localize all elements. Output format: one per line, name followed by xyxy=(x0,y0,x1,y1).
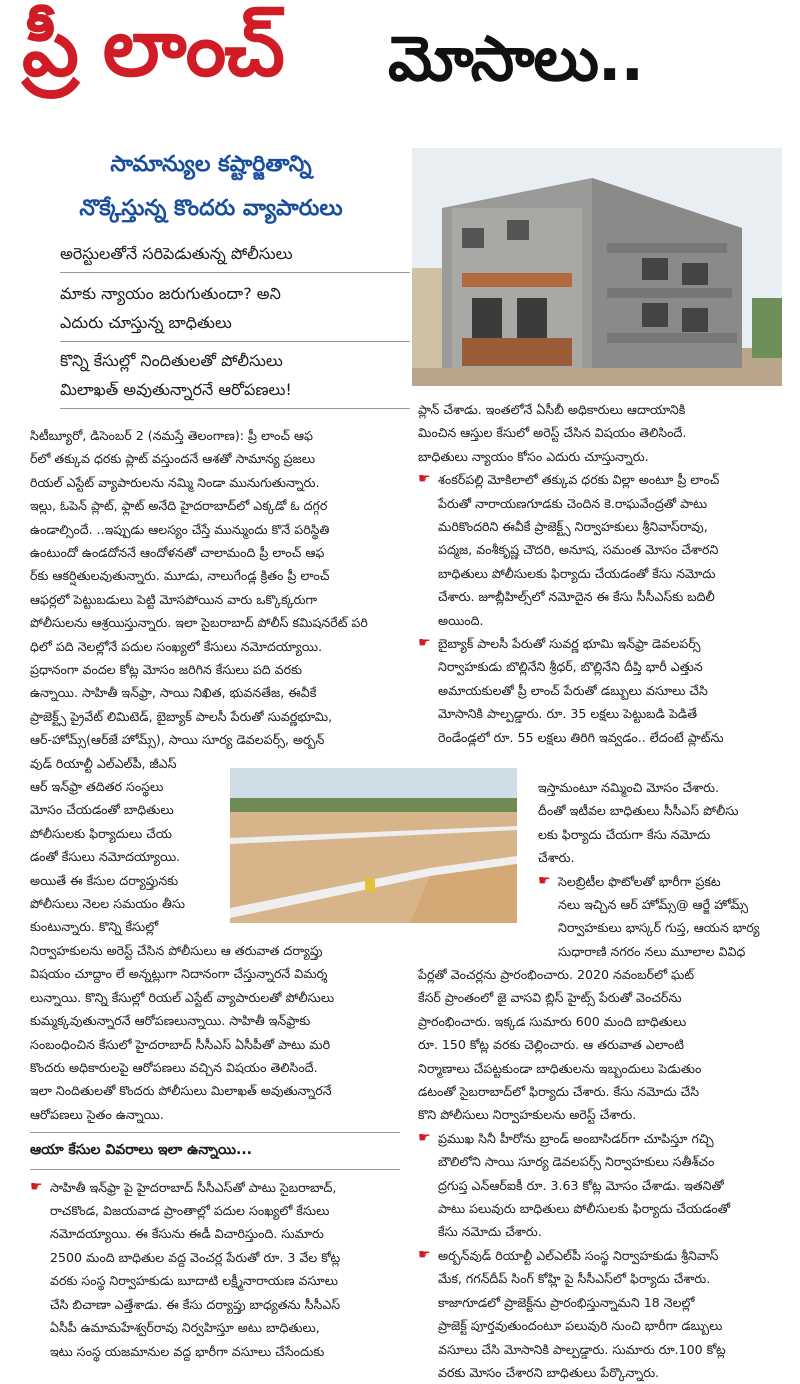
left-column-intro xyxy=(30,424,400,775)
body-line: రెండేండ్లలో రూ. 55 లక్షలు తిరిగి ఇవ్వడం.. లేదంటే ప్లాట్‌ను xyxy=(438,729,724,745)
body-line: వరకు సంస్థ నిర్వాహకుడు బూదాటి లక్ష్మీనారాయణ వసూలు xyxy=(50,1273,338,1289)
plot-land-photo xyxy=(230,768,517,923)
body-line: ప్లాన్ చేశాడు. ఇంతలోనే ఏసీబీ అధికారులు ఆదాయానికి xyxy=(418,402,686,417)
body-line: పోలీసులు నెలల సమయం తీసు xyxy=(30,896,186,912)
body-line: అయింది. xyxy=(438,612,484,628)
case-item-evk xyxy=(418,468,780,632)
body-line: పద్మజ, వంశీకృష్ణ చౌదరి, అనూష, సమంత మోసం చేశారని xyxy=(438,542,719,558)
body-line: కేసర్ ప్రాంతంలో జై వాసవి బ్లిస్ హైట్స్ పేరుతో వెంచర్‌ను xyxy=(418,990,682,1006)
body-line: ☛ అర్బన్‌వుడ్ రియాల్టీ ఎల్‌ఎల్‌పీ సంస్థ నిర్వాహకుడు శ్రీనివాస్ xyxy=(438,1247,719,1263)
body-line: ప్రారంభించారు. ఇక్కడ సుమారు 600 మంది బాధితులు xyxy=(418,1013,687,1029)
body-line: ☛ ప్రముఖ సినీ హీరోను బ్రాండ్ అంబాసిడర్‌గా చూపిస్తూ గచ్చి xyxy=(438,1130,714,1146)
body-line: డటంతో సైబరాబాద్‌లో ఫిర్యాదు చేశారు. కేసు నమోదు చేసి xyxy=(418,1084,700,1100)
body-line: ఆర్ ఇన్‌ఫ్రా తదితర సంస్థలు xyxy=(30,779,164,794)
kicker-1: అరెస్టులతోనే సరిపెడుతున్న పోలీసులు xyxy=(60,244,293,263)
body-line: ఉన్నాయి. సాహితీ ఇన్‌ఫ్రా, సాయి నిఖిత, భువనతేజ, ఈవీకే xyxy=(30,685,317,701)
body-line: మించిన ఆస్తుల కేసులో అరెస్ట్ చేసిన విషయం తెలిసిందే. xyxy=(418,425,687,441)
body-line: ఏసీపీ ఉమామహేశ్వర్‌రావు నిర్వహిస్తూ అటు బాధితులు, xyxy=(50,1320,320,1336)
body-line: రాచకొండ, విజయవాడ ప్రాంతాల్లో పదుల సంఖ్యలో కేసులు xyxy=(50,1203,330,1219)
body-line: లకు ఫిర్యాదు చేయగా కేసు నమోదు xyxy=(538,826,711,842)
section-divider xyxy=(30,1169,400,1170)
body-line: కాజాగూడలో ప్రాజెక్ట్‌ను ప్రారంభిస్తున్నామని 18 నెలల్లో xyxy=(438,1294,695,1310)
body-line: చేశారు. జూబ్లీహిల్స్‌లో నమోదైన ఈ కేసు సీసీఎస్‌కు బదిలీ xyxy=(438,589,715,605)
body-line: రూ. 150 కోట్ల వరకు చెల్లించారు. ఆ తరువాత ఎలాంటి xyxy=(418,1037,684,1053)
body-line: ఇటు సంస్థ యజమానుల వద్ద భారీగా వసూలు చేసేందుకు xyxy=(50,1343,325,1359)
body-line: పేర్లతో వెంచర్లను ప్రారంభించారు. 2020 నవంబర్‌లో ఘట్ xyxy=(418,967,695,982)
body-line: నిర్వాహకులను అరెస్ట్ చేసిన పోలీసులు ఆ తరువాత దర్యాప్తు xyxy=(30,943,323,958)
kicker-2: మాకు న్యాయం జరుగుతుందా? అని xyxy=(60,284,281,303)
body-line: ఇలా నిందితులతో కొందరు పోలీసులు మిలాఖత్ అవుతున్నారనే xyxy=(30,1083,332,1099)
body-line: ర్‌కు ఆకర్షితులవుతున్నారు. మూడు, నాలుగేండ్ల క్రితం ప్రీ లాంచ్ xyxy=(30,568,330,584)
body-line: ☛ సాహితీ ఇన్‌ఫ్రా పై హైదరాబాద్ సీసీఎస్‌తో పాటు సైబరాబాద్, xyxy=(50,1179,337,1195)
body-line: సంబంధించిన కేసులో హైదరాబాద్ సీసీఎస్ ఏసీపీతో పాటు మరి xyxy=(30,1036,331,1052)
case-item-r-homes xyxy=(538,870,780,964)
body-line: బాధితులు పోలీసులకు ఫిర్యాదు చేయడంతో కేసు నమోదు xyxy=(438,565,716,581)
kicker-divider xyxy=(60,341,410,342)
body-line: కొందరు అధికారులపై ఆరోపణలు వచ్చిన విషయం తెలిసిందే. xyxy=(30,1060,318,1076)
body-line: పేరుతో నారాయణగూడకు చెందిన కె.రాఘవేంద్రతో పాటు xyxy=(438,495,708,511)
body-line: అమాయకులతో ప్రీ లాంచ్ పేరుతో డబ్బులు వసూలు చేసి xyxy=(438,682,708,698)
body-line: నిర్వాహకులు భాస్కర్ గుప్త, ఆయన భార్య xyxy=(558,920,760,936)
body-line: ర్‌లో తక్కువ ధరకు ప్లాట్ వస్తుందనే ఆశతో సామాన్య ప్రజలు xyxy=(30,451,316,467)
body-line: లున్నాయి. కొన్ని కేసుల్లో రియల్ ఎస్టేట్ వ్యాపారులతో పోలీసులు xyxy=(30,989,335,1005)
body-line: ధిలో పది నెలల్లోనే పదుల సంఖ్యలో కేసులు నమోదయ్యాయి. xyxy=(30,638,323,654)
body-line: ఇస్తామంటూ నమ్మించి మోసం చేశారు. xyxy=(538,780,719,795)
body-line: ఆఫర్లలో పెట్టుబడులు పెట్టి మోసపోయిన వారు ఒక్కొక్కరుగా xyxy=(30,591,318,607)
case-item-suvarna-bhoomi xyxy=(418,632,780,749)
subhead-line-1: సామాన్యుల కష్టార్జితాన్ని xyxy=(110,152,312,177)
right-column-narrow xyxy=(538,776,780,963)
body-line: నమోదయ్యాయి. ఈ కేసును ఈడీ విచారిస్తుంది. సుమారు xyxy=(50,1226,324,1242)
body-line: నిర్మాణాలు చేపట్టకుండా బాధితులను ఇబ్బందులు పెడుతుం xyxy=(418,1060,702,1076)
body-line: మోసానికి పాల్పడ్డారు. రూ. 35 లక్షలు పెట్టుబడి పెడితే xyxy=(438,706,698,722)
body-line: దీంతో ఇటీవల బాధితులు సీసీఎస్ పోలీసు xyxy=(538,803,739,819)
body-line: ప్రాజెక్ట్ పూర్తవుతుందంటూ పలువురి నుంచి భారీగా డబ్బులు xyxy=(438,1318,723,1334)
body-line: పోలీసులకు ఫిర్యాదులు చేయ xyxy=(30,825,172,841)
section-divider xyxy=(30,1132,400,1133)
body-line: నలు ఇచ్చిన ఆర్ హోమ్స్@ ఆర్జే హోమ్స్ xyxy=(558,897,749,913)
body-line: ☛ సెలబ్రిటీల ఫొటోలతో భారీగా ప్రకట xyxy=(558,873,721,889)
case-item-sai-surya xyxy=(418,1127,780,1244)
body-line: ☛ బైబ్యాక్ పాలసీ పేరుతో సువర్ణ భూమి ఇన్‌ఫ్రా డెవలపర్స్ xyxy=(438,636,701,652)
body-line: పాటు పలువురు బాధితులు పోలీసులకు ఫిర్యాదు చేయడంతో xyxy=(438,1201,731,1217)
right-column xyxy=(418,398,780,749)
body-line: ఆరోపణలు సైతం ఉన్నాయి. xyxy=(30,1106,164,1122)
body-line: కొని పోలీసులు నిర్వాహకులను అరెస్ట్ చేశారు. xyxy=(418,1107,637,1123)
body-line: డంతో కేసులు నమోదయ్యాయి. xyxy=(30,849,181,865)
subhead-line-2: నొక్కేస్తున్న కొందరు వ్యాపారులు xyxy=(79,196,343,221)
body-line: చేసి బిచాణా ఎత్తేశాడు. ఈ కేసు దర్యాప్తు బాధ్యతను సీసీఎస్ xyxy=(50,1296,341,1312)
body-line: ప్రాజెక్ట్స్ ప్రైవేట్ లిమిటెడ్, బైబ్యాక్ పాలసీ పేరుతో సువర్ణభూమి, xyxy=(30,708,333,724)
body-line: ఆర్-హోమ్స్(ఆర్‌జే హోమ్స్), సాయి సూర్య డెవలపర్స్, అర్బన్ xyxy=(30,732,325,748)
body-line: కేసు నమోదు చేశారు. xyxy=(438,1224,542,1240)
body-line: బాధితులు న్యాయం కోసం ఎదురు చూస్తున్నారు. xyxy=(418,448,649,464)
body-line: కుమ్మక్కవుతున్నారనే ఆరోపణలున్నాయి. సాహితీ ఇన్‌ఫ్రాకు xyxy=(30,1013,311,1029)
body-line: పోలీసులను ఆశ్రయిస్తున్నారు. ఇలా సైబరాబాద్ పోలీస్ కమిషనరేట్ పరి xyxy=(30,615,368,631)
kicker-5: మిలాఖత్ అవుతున్నారనే ఆరోపణలు! xyxy=(60,380,292,399)
kicker-4: కొన్ని కేసుల్లో నిందితులతో పోలీసులు xyxy=(60,351,283,370)
section-heading: ఆయా కేసుల వివరాలు ఇలా ఉన్నాయి... xyxy=(30,1142,252,1159)
body-line: 2500 మంది బాధితుల వద్ద వెంచర్ల పేరుతో రూ. 3 వేల కోట్ల xyxy=(50,1249,341,1265)
body-line: వుడ్ రియాల్టీ ఎల్‌ఎల్‌పీ, జీఎస్ xyxy=(30,755,177,771)
kicker-divider xyxy=(60,272,410,273)
body-line: కుంటున్నారు. కొన్ని కేసుల్లో xyxy=(30,919,159,935)
body-line: వరకు మోసం చేశారని బాధితులు పేర్కొన్నారు. xyxy=(438,1364,660,1380)
body-line: బౌలిలోని సాయి సూర్య డెవలపర్స్ నిర్వాహకులు సతీశ్‌చం xyxy=(438,1154,715,1170)
case-item-urbanwood xyxy=(418,1244,780,1384)
headline-black: మోసాలు.. xyxy=(388,22,644,95)
body-line: విషయం చూద్దాం లే అన్నట్లుగా నిదానంగా చేస్తున్నారనే విమర్శ xyxy=(30,966,328,982)
body-line: మోసం చేయడంతో బాధితులు xyxy=(30,802,174,818)
body-line: అయితే ఈ కేసుల దర్యాప్తునకు xyxy=(30,872,179,888)
body-line: ☛ శంకర్‌పల్లి మోకిలాలో తక్కువ ధరకు విల్లా అంటూ ప్రీ లాంచ్ xyxy=(438,472,720,488)
left-column-continued xyxy=(30,939,400,1363)
body-line: ఉండాల్సిందే. ..ఇప్పుడు ఆలస్యం చేస్తే మున్ముందు కొనే పరిస్థితి xyxy=(30,521,330,537)
right-column-lower xyxy=(418,963,780,1384)
kicker-divider xyxy=(60,408,410,409)
body-line: మరికొందరిని ఈవీకే ప్రాజెక్ట్స్ నిర్వాహకులు శ్రీనివాస్‌రావు, xyxy=(438,519,708,535)
body-line: నిర్వాహకుడు బొల్లినేని శ్రీధర్, బొల్లినేని దీప్తి భారీ ఎత్తున xyxy=(438,659,703,675)
body-line: చేశారు. xyxy=(538,850,575,866)
body-line: ఇల్లు, ఓపెన్ ప్లాట్, ఫ్లాట్ అనేది హైదరాబాద్‌లో ఎక్కడో ఓ దగ్గర xyxy=(30,498,328,514)
case-item-sahiti xyxy=(30,1176,400,1363)
body-line: మేక, గగన్‌దీప్ సింగ్ కోహ్లి పై సీసీఎస్‌లో ఫిర్యాదు చేశారు. xyxy=(438,1271,711,1287)
body-line: సుధారాణి నగరం నలు మూలాల వివిధ xyxy=(558,943,746,959)
body-line: రియల్ ఎస్టేట్ వ్యాపారులను నమ్మి నిండా మునుగుతున్నారు. xyxy=(30,474,320,490)
body-line: ఉంటుందో ఉండదోననే ఆందోళనతో చాలామంది ప్రీ లాంచ్ ఆఫ xyxy=(30,545,325,561)
left-column-narrow xyxy=(30,775,225,939)
headline-red: ప్రీ లాంచ్ xyxy=(22,1,283,94)
body-line: ద్రగుప్త ఎన్‌ఆర్‌ఐకీ రూ. 3.63 కోట్ల మోసం చేశాడు. ఇతనితో xyxy=(438,1177,724,1193)
building-photo xyxy=(412,148,782,386)
body-line: ప్రధానంగా వందల కోట్ల మోసం జరిగిన కేసులు పది వరకు xyxy=(30,662,303,678)
kicker-3: ఎదురు చూస్తున్న బాధితులు xyxy=(60,313,232,332)
headline xyxy=(0,0,800,140)
body-line: వసూలు చేసి మోసానికి పాల్పడ్డారు. సుమారు రూ.100 కోట్ల xyxy=(438,1341,726,1357)
body-line: సిటీబ్యూరో, డిసెంబర్ 2 (నమస్తే తెలంగాణ): ప్రీ లాంచ్ ఆఫ xyxy=(30,428,313,443)
